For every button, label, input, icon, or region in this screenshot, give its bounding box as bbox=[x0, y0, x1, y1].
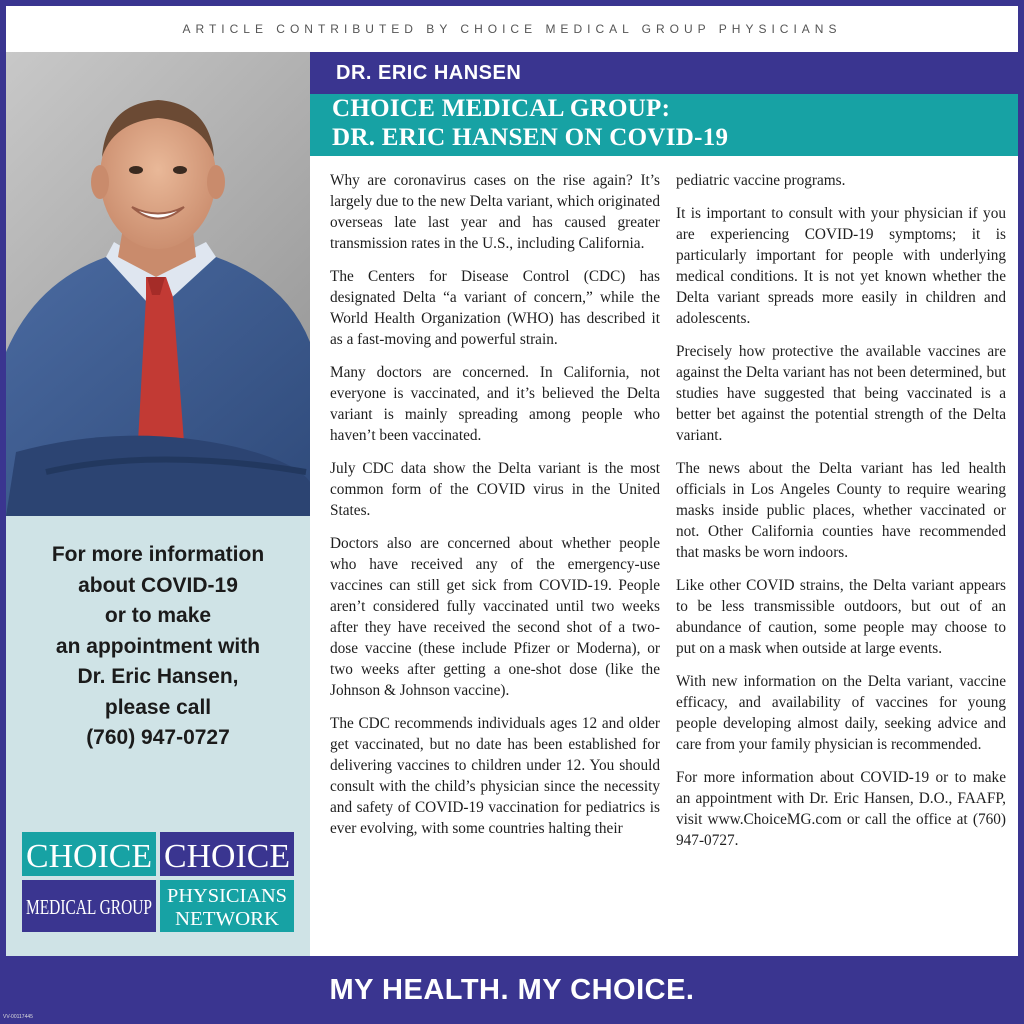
info-line: please call bbox=[104, 695, 212, 719]
headline-line-1: CHOICE MEDICAL GROUP: bbox=[332, 95, 671, 122]
footer-tagline: MY HEALTH. MY CHOICE. bbox=[329, 973, 695, 1006]
paragraph: Doctors also are concerned about whether people who have received any of the emergency-use vaccines can still get sick from COVID-19. People aren’t considered fully vaccinated until two weeks after they have received the second shot of a two-dose vaccine (these include Pfizer or Moderna), or two weeks after getting a one-shot dose (like the Johnson & Johnson vaccine). bbox=[330, 535, 660, 699]
logo-text: MEDICAL GROUP bbox=[26, 895, 152, 919]
logo-text: CHOICE bbox=[164, 838, 290, 875]
info-line: about COVID-19 bbox=[78, 573, 238, 597]
paragraph: Like other COVID strains, the Delta variant appears to be less transmissible outdoors, but out of an abundance of caution, some people may choose to put on a mask when outside at large events. bbox=[676, 577, 1006, 657]
info-line: or to make bbox=[104, 604, 212, 627]
paragraph: Precisely how protective the available vaccines are against the Delta variant has not been determined, but studies have suggested that being vaccinated is a better bet against the potential strength of the Delta variant. bbox=[676, 343, 1006, 444]
right-frame bbox=[1018, 0, 1024, 1024]
footer bbox=[0, 956, 1024, 1024]
banner-text: ARTICLE CONTRIBUTED BY CHOICE MEDICAL GROUP PHYSICIANS bbox=[182, 22, 842, 36]
info-line: Dr. Eric Hansen, bbox=[77, 665, 239, 688]
job-code: VV-00117445 bbox=[3, 1014, 33, 1020]
info-line: For more information bbox=[51, 543, 265, 566]
logo-text: NETWORK bbox=[175, 908, 280, 930]
phone-number: (760) 947-0727 bbox=[86, 726, 230, 749]
headline bbox=[310, 94, 1018, 156]
article-column-2 bbox=[676, 170, 1006, 863]
logo-text: CHOICE bbox=[26, 838, 152, 875]
author-name: DR. ERIC HANSEN bbox=[336, 61, 522, 84]
portrait-icon bbox=[6, 52, 310, 516]
paragraph: It is important to consult with your physician if you are experiencing COVID-19 symptoms; it is particularly important for people with underlying medical conditions. It is not yet known whether the Delta variant spreads more easily in children and adolescents. bbox=[676, 205, 1006, 327]
banner bbox=[6, 6, 1018, 52]
paragraph: pediatric vaccine programs. bbox=[676, 172, 846, 189]
choice-logo bbox=[22, 832, 294, 932]
headline-line-2: DR. ERIC HANSEN ON COVID-19 bbox=[332, 124, 729, 151]
paragraph: Why are coronavirus cases on the rise again? It’s largely due to the new Delta variant, which originated overseas late last year and has caused greater transmission rates in the U.S., including California. bbox=[330, 172, 660, 252]
author-bar bbox=[310, 52, 1018, 94]
paragraph: The Centers for Disease Control (CDC) has designated Delta “a variant of concern,” while the World Health Organization (WHO) has described it as a fast-moving and powerful strain. bbox=[330, 268, 660, 348]
article-column-1 bbox=[330, 170, 660, 851]
paragraph: The CDC recommends individuals ages 12 and older get vaccinated, but no date has been established for delivering vaccines to children under 12. You should consult with the child’s physician since the necessity and safety of COVID-19 vaccination for pediatrics is ever evolving, with some countries halting their bbox=[330, 715, 660, 837]
paragraph: The news about the Delta variant has led health officials in Los Angeles County to require wearing masks inside public places, whether vaccinated or not. Other California counties have recommended that masks be worn indoors. bbox=[676, 460, 1006, 561]
contact-info bbox=[12, 540, 304, 754]
logo-text: PHYSICIANS bbox=[167, 885, 287, 907]
doctor-portrait-photo bbox=[6, 52, 310, 516]
paragraph: For more information about COVID-19 or to make an appointment with Dr. Eric Hansen, D.O., FAAFP, visit www.ChoiceMG.com or call the office at (760) 947-0727. bbox=[676, 769, 1006, 849]
paragraph: Many doctors are concerned. In California, not everyone is vaccinated, and it’s believed the Delta variant is mainly spreading among people who haven’t been vaccinated. bbox=[330, 364, 660, 444]
paragraph: With new information on the Delta variant, vaccine efficacy, and availability of vaccines for young people developing almost daily, seeking advice and care from your family physician is recommended. bbox=[676, 673, 1006, 753]
info-line: an appointment with bbox=[55, 634, 261, 658]
paragraph: July CDC data show the Delta variant is the most common form of the COVID virus in the United States. bbox=[330, 460, 660, 519]
choice-logo-icon bbox=[22, 832, 294, 932]
